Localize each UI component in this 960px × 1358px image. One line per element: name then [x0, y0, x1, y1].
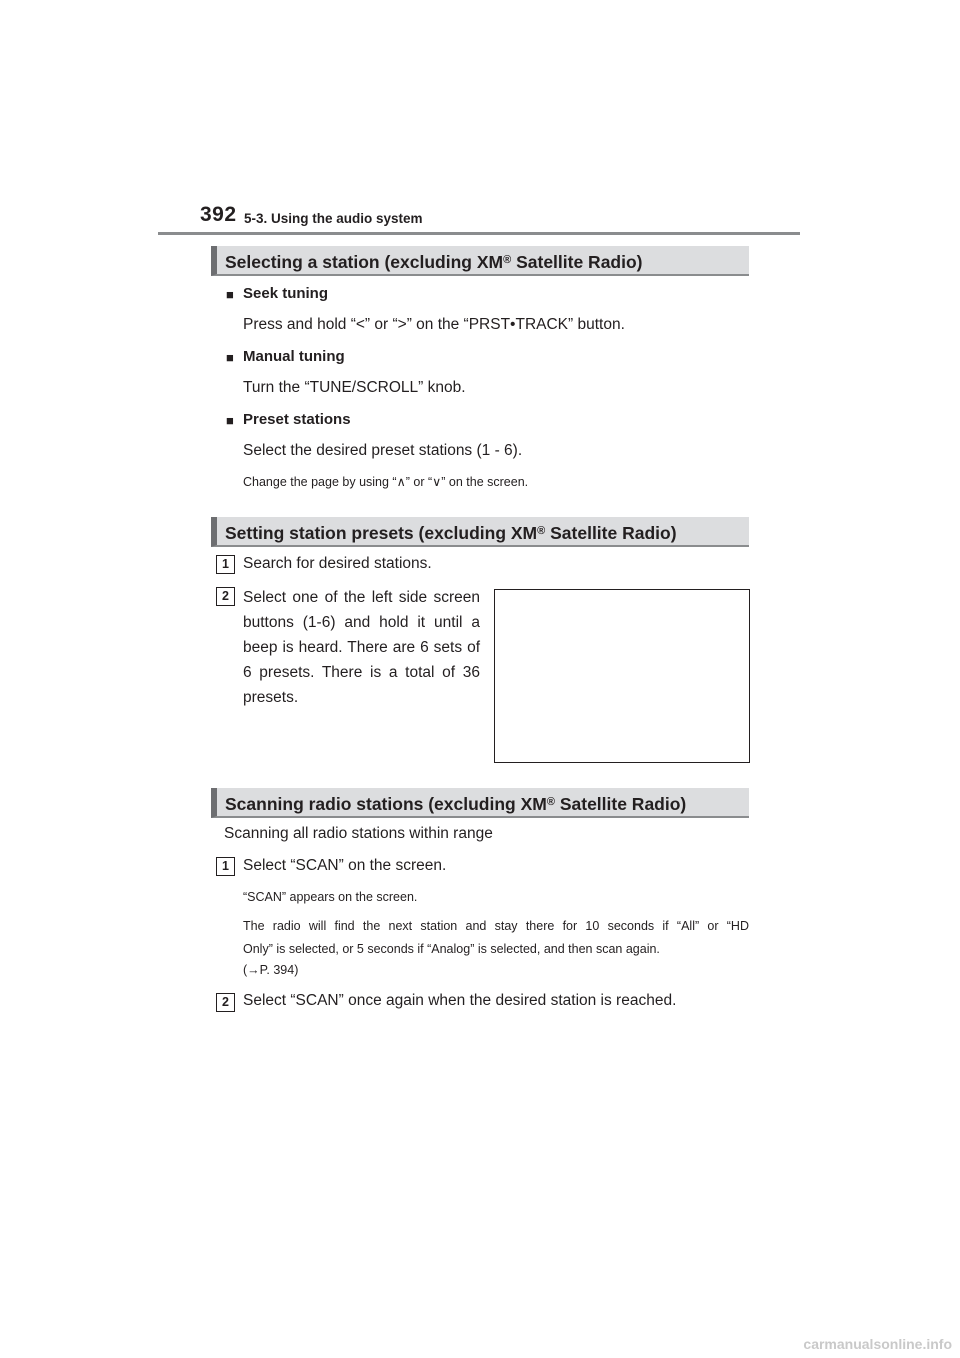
preset-stations-heading: Preset stations [243, 411, 351, 428]
manual-tuning-heading: Manual tuning [243, 348, 345, 365]
step-number-2: 2 [216, 993, 235, 1012]
section-heading-setting-presets: Setting station presets (excluding XM® Satellite Radio) [211, 517, 749, 547]
manual-tuning-text: Turn the “TUNE/SCROLL” knob. [243, 379, 466, 396]
seek-tuning-text: Press and hold “<” or “>” on the “PRST•TRACK” button. [243, 316, 625, 333]
section-heading-scanning: Scanning radio stations (excluding XM® Satellite Radio) [211, 788, 749, 818]
section-heading-selecting-station: Selecting a station (excluding XM® Satellite Radio) [211, 246, 749, 276]
step-1-text: Search for desired stations. [243, 555, 432, 572]
page-number: 392 [200, 203, 237, 226]
preset-stations-text: Select the desired preset stations (1 - 6). [243, 442, 523, 459]
scan-note-3: Only” is selected, or 5 seconds if “Analog” is selected, and then scan again. [243, 942, 660, 956]
scan-note-1: “SCAN” appears on the screen. [243, 890, 418, 904]
scan-step-2-text: Select “SCAN” once again when the desired station is reached. [243, 992, 677, 1009]
step-2-text: Select one of the left side screen buttons (1-6) and hold it until a beep is heard. There are 6 sets of 6 presets. There is a total of 36 presets. [243, 589, 480, 706]
seek-tuning-heading: Seek tuning [243, 285, 329, 302]
bullet-icon: ■ [226, 413, 234, 428]
screen-illustration [494, 589, 750, 763]
bullet-icon: ■ [226, 350, 234, 365]
step-number-2: 2 [216, 587, 235, 606]
step-number-1: 1 [216, 555, 235, 574]
page-change-note: Change the page by using “∧” or “∨” on the screen. [243, 475, 529, 489]
scan-step-1-text: Select “SCAN” on the screen. [243, 857, 447, 874]
page-reference: (→P. 394) [243, 963, 299, 977]
scan-intro-text: Scanning all radio stations within range [224, 825, 493, 842]
scan-note-2: The radio will find the next station and stay there for 10 seconds if “All” or “HD [243, 919, 749, 933]
section-label: 5-3. Using the audio system [244, 211, 423, 226]
header-rule [158, 232, 800, 235]
bullet-icon: ■ [226, 287, 234, 302]
step-number-1: 1 [216, 857, 235, 876]
footer-watermark: carmanualsonline.info [803, 1336, 952, 1352]
